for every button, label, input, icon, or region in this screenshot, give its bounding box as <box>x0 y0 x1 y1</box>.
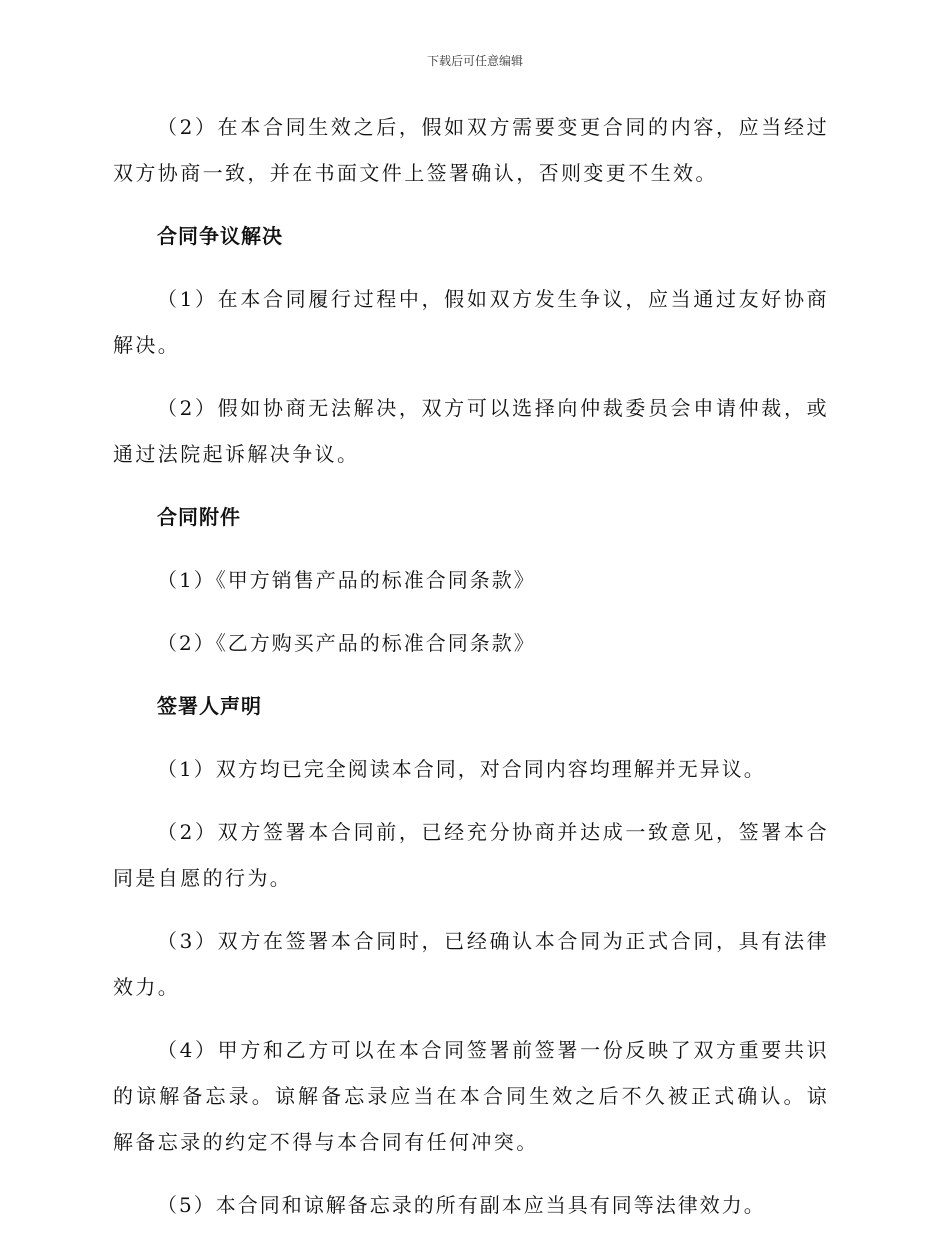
declaration-clause-4: （4）甲方和乙方可以在本合同签署前签署一份反映了双方重要共识的谅解备忘录。谅解备忘录应当在本合同生效之后不久被正式确认。谅解备忘录的约定不得与本合同有任何冲突。 <box>113 1038 829 1154</box>
attachments-heading: 合同附件 <box>157 505 241 529</box>
declaration-heading: 签署人声明 <box>157 694 262 718</box>
dispute-clause-1: （1）在本合同履行过程中，假如双方发生争议，应当通过友好协商解决。 <box>113 287 829 357</box>
dispute-clause-2: （2）假如协商无法解决，双方可以选择向仲裁委员会申请仲裁，或通过法院起诉解决争议。 <box>113 396 829 466</box>
declaration-clause-2: （2）双方签署本合同前，已经充分协商并达成一致意见，签署本合同是自愿的行为。 <box>113 820 829 890</box>
declaration-clause-3: （3）双方在签署本合同时，已经确认本合同为正式合同，具有法律效力。 <box>113 929 829 999</box>
document-body <box>113 104 829 1245</box>
attachment-item-2: （2）《乙方购买产品的标准合同条款》 <box>157 631 536 655</box>
modify-clause-2: （2）在本合同生效之后，假如双方需要变更合同的内容，应当经过双方协商一致，并在书面文件上签署确认，否则变更不生效。 <box>113 115 829 185</box>
declaration-clause-5: （5）本合同和谅解备忘录的所有副本应当具有同等法律效力。 <box>157 1193 766 1217</box>
attachment-item-1: （1）《甲方销售产品的标准合同条款》 <box>157 568 536 592</box>
page-header: 下载后可任意编辑 <box>426 54 523 68</box>
declaration-clause-1: （1）双方均已完全阅读本合同，对合同内容均理解并无异议。 <box>157 757 766 781</box>
dispute-heading: 合同争议解决 <box>157 224 283 248</box>
